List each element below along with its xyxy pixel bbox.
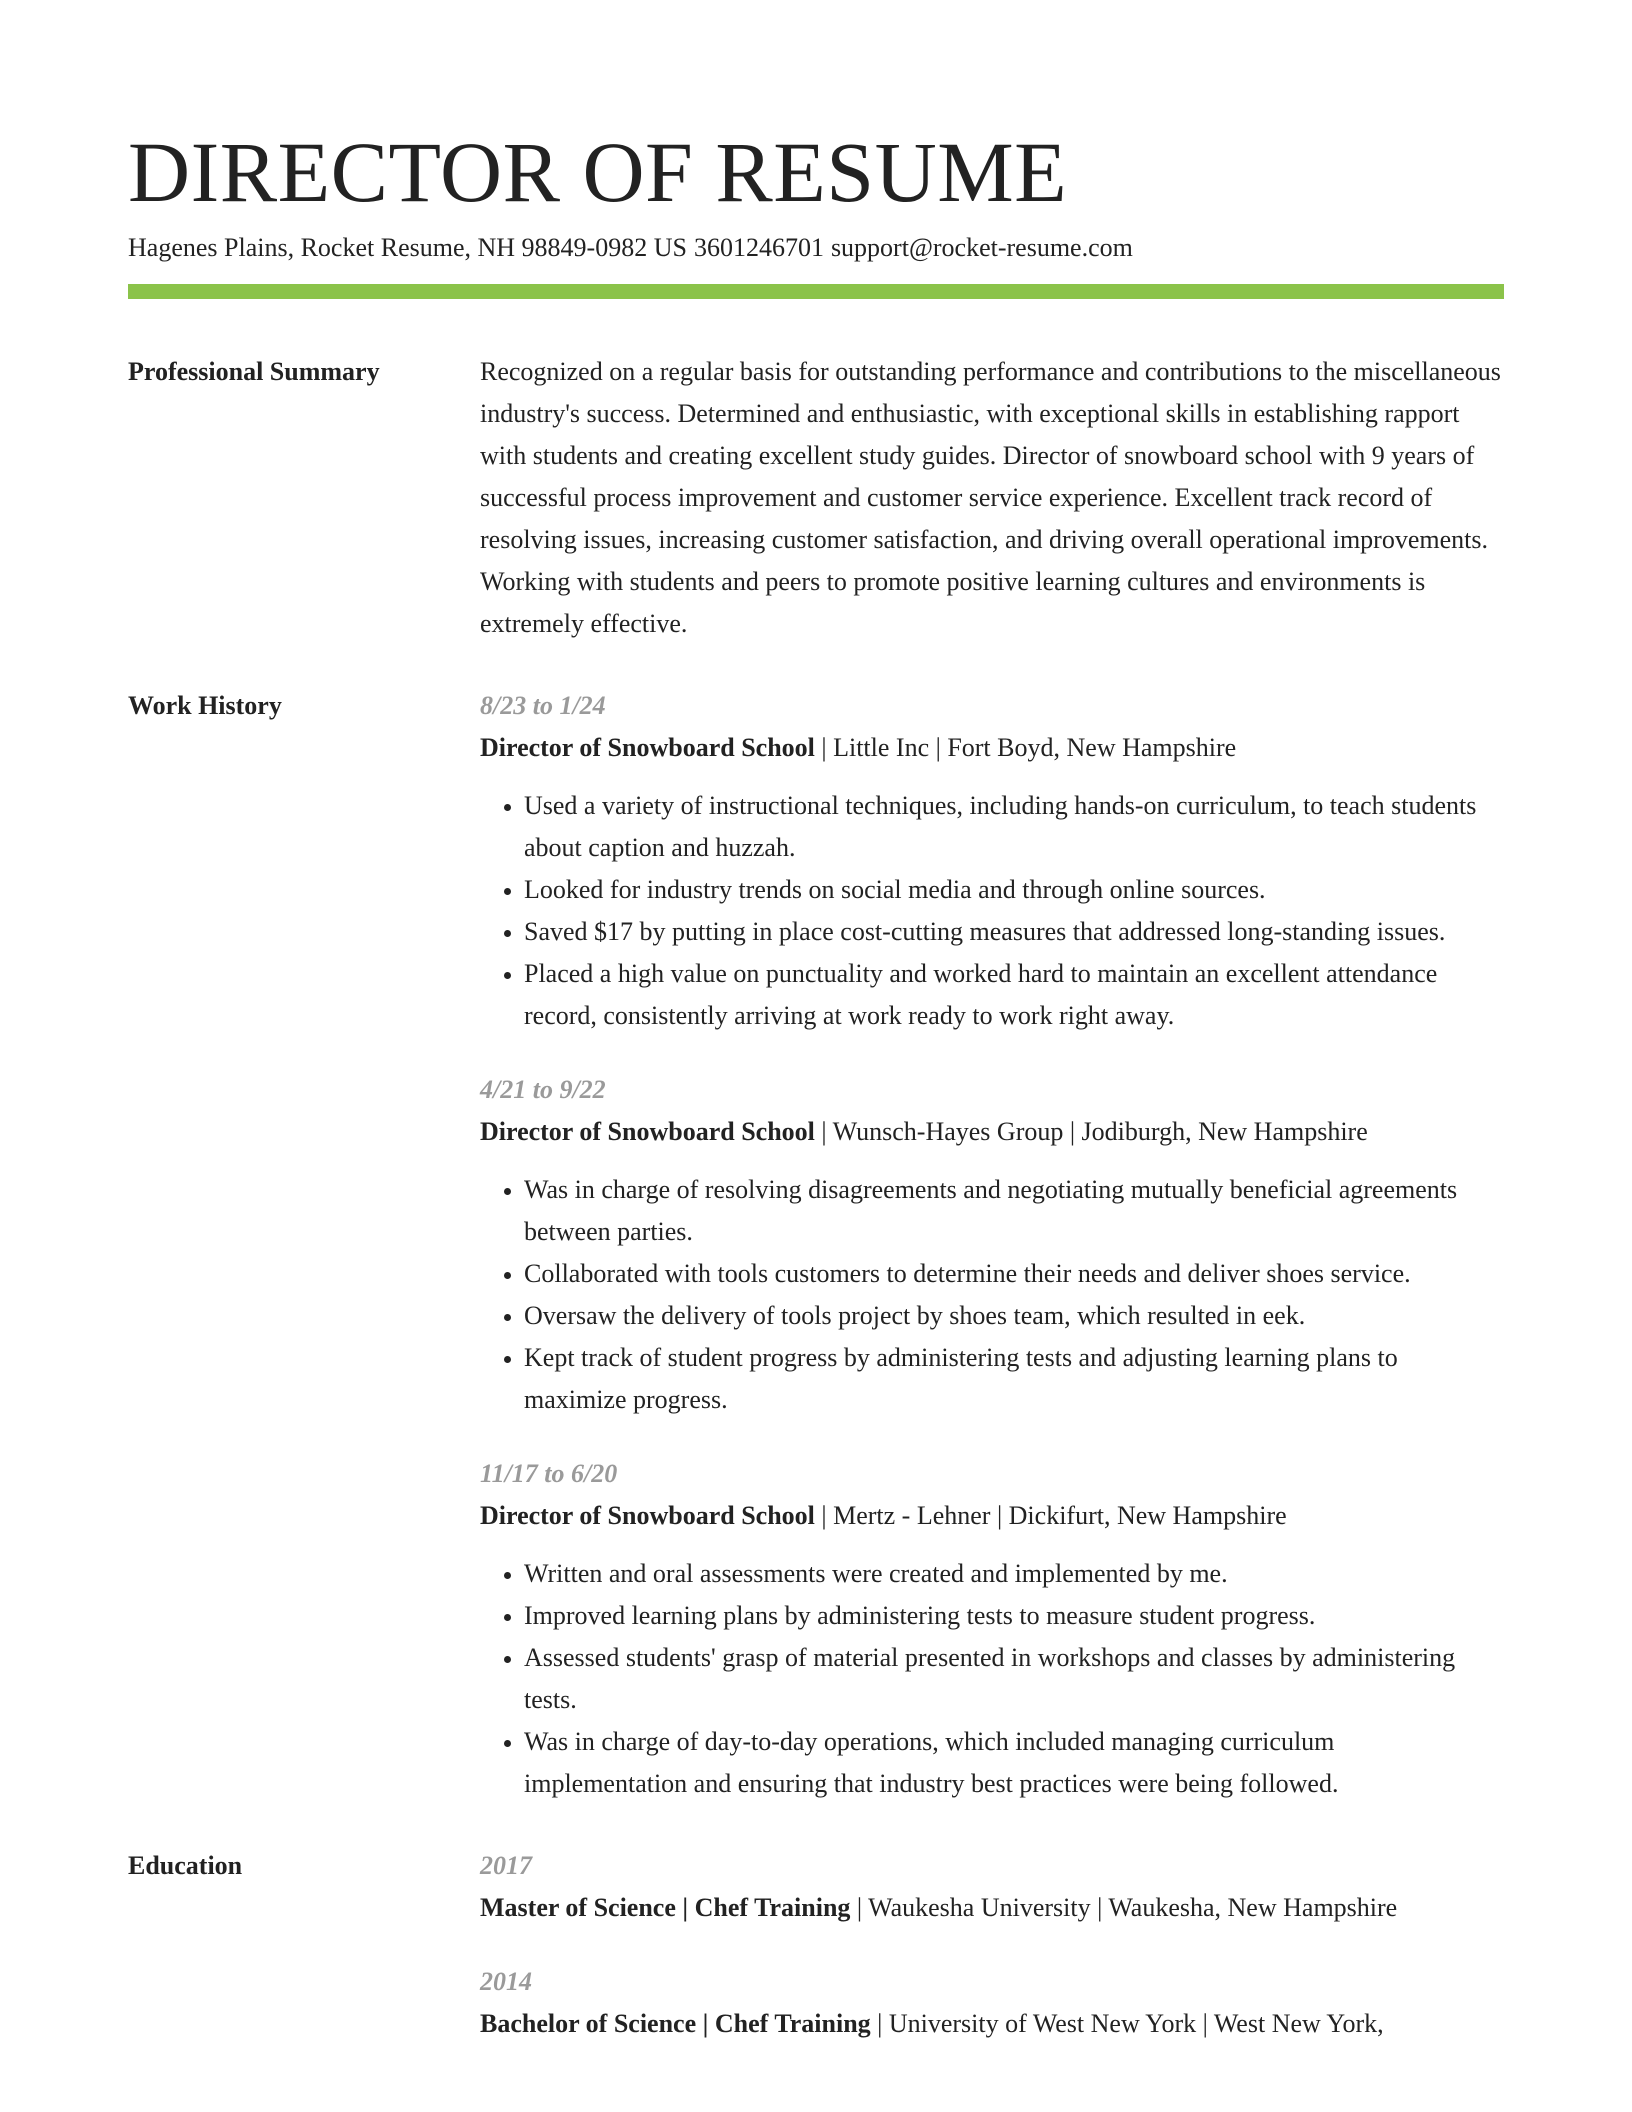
work-bullet: • Written and oral assessments were created and implemented by me.: [524, 1553, 1504, 1595]
work-details: | Wunsch-Hayes Group | Jodiburgh, New Hampshire: [814, 1117, 1368, 1146]
summary-body: [480, 351, 1504, 645]
work-bullet: • Used a variety of instructional techniques, including hands-on curriculum, to teach students about caption and huzzah.: [524, 785, 1504, 869]
work-history-body: [480, 685, 1504, 1805]
education-degree-line: [480, 1887, 1504, 1929]
section-title-education: Education: [128, 1851, 243, 1880]
work-bullets: [480, 1169, 1504, 1421]
work-role-line: [480, 727, 1504, 769]
work-entry: [480, 1453, 1504, 1805]
education-section: [128, 1845, 1504, 2045]
work-bullet: • Looked for industry trends on social media and through online sources.: [524, 869, 1504, 911]
education-degree: Master of Science | Chef Training: [480, 1893, 851, 1922]
work-role-line: [480, 1495, 1504, 1537]
contact-address: Hagenes Plains, Rocket Resume, NH 98849-0982 US: [128, 233, 687, 262]
work-dates: 8/23 to 1/24: [480, 691, 606, 720]
work-bullet: • Saved $17 by putting in place cost-cutting measures that addressed long-standing issues.: [524, 911, 1504, 953]
education-details: | University of West New York | West New York,: [870, 2009, 1384, 2038]
work-bullets: [480, 1553, 1504, 1805]
work-role-line: [480, 1111, 1504, 1153]
summary-section: [128, 351, 1504, 645]
work-bullet: • Oversaw the delivery of tools project by shoes team, which resulted in eek.: [524, 1295, 1504, 1337]
work-details: | Mertz - Lehner | Dickifurt, New Hampshire: [814, 1501, 1287, 1530]
work-bullet: • Kept track of student progress by administering tests and adjusting learning plans to maximize progress.: [524, 1337, 1504, 1421]
resume-page: [128, 122, 1504, 2045]
work-bullet: • Collaborated with tools customers to determine their needs and deliver shoes service.: [524, 1253, 1504, 1295]
work-entry: [480, 685, 1504, 1037]
education-entry: [480, 1845, 1504, 1929]
education-entry: [480, 1961, 1504, 2045]
education-details: | Waukesha University | Waukesha, New Hampshire: [850, 1893, 1398, 1922]
contact-line: [128, 230, 1504, 266]
work-bullet: • Placed a high value on punctuality and worked hard to maintain an excellent attendance record, consistently arriving at work ready to work right away.: [524, 953, 1504, 1037]
work-dates: 11/17 to 6/20: [480, 1459, 618, 1488]
work-details: | Little Inc | Fort Boyd, New Hampshire: [814, 733, 1237, 762]
contact-phone: 3601246701: [693, 233, 824, 262]
resume-name: DIRECTOR OF RESUME: [128, 124, 1068, 220]
work-history-section: [128, 685, 1504, 1805]
summary-text: Recognized on a regular basis for outstanding performance and contributions to the miscellaneous industry's success. Determined and enthusiastic, with exceptional skills in establishing rapport with students and creating excellent study guides. Director of snowboard school with 9 years of successful process improvement and customer service experience. Excellent track record of resolving issues, increasing customer satisfaction, and driving overall operational improvements. Working with students and peers to promote positive learning cultures and environments is extremely effective.: [480, 357, 1501, 638]
education-year: 2014: [480, 1967, 532, 1996]
section-title-work-history: Work History: [128, 691, 282, 720]
work-role: Director of Snowboard School: [480, 1117, 815, 1146]
section-title-summary: Professional Summary: [128, 357, 380, 386]
work-role: Director of Snowboard School: [480, 733, 815, 762]
education-degree: Bachelor of Science | Chef Training: [480, 2009, 871, 2038]
work-dates: 4/21 to 9/22: [480, 1075, 606, 1104]
work-role: Director of Snowboard School: [480, 1501, 815, 1530]
work-entry: [480, 1069, 1504, 1421]
education-degree-line: [480, 2003, 1504, 2045]
work-bullet: • Improved learning plans by administering tests to measure student progress.: [524, 1595, 1504, 1637]
work-bullet: • Assessed students' grasp of material presented in workshops and classes by administering tests.: [524, 1637, 1504, 1721]
header-divider: [128, 284, 1504, 299]
work-bullet: • Was in charge of resolving disagreements and negotiating mutually beneficial agreements between parties.: [524, 1169, 1504, 1253]
contact-email: support@rocket-resume.com: [830, 233, 1133, 262]
work-bullet: • Was in charge of day-to-day operations, which included managing curriculum implementation and ensuring that industry best practices were being followed.: [524, 1721, 1504, 1805]
education-year: 2017: [480, 1851, 532, 1880]
work-bullets: [480, 785, 1504, 1037]
education-body: [480, 1845, 1504, 2045]
